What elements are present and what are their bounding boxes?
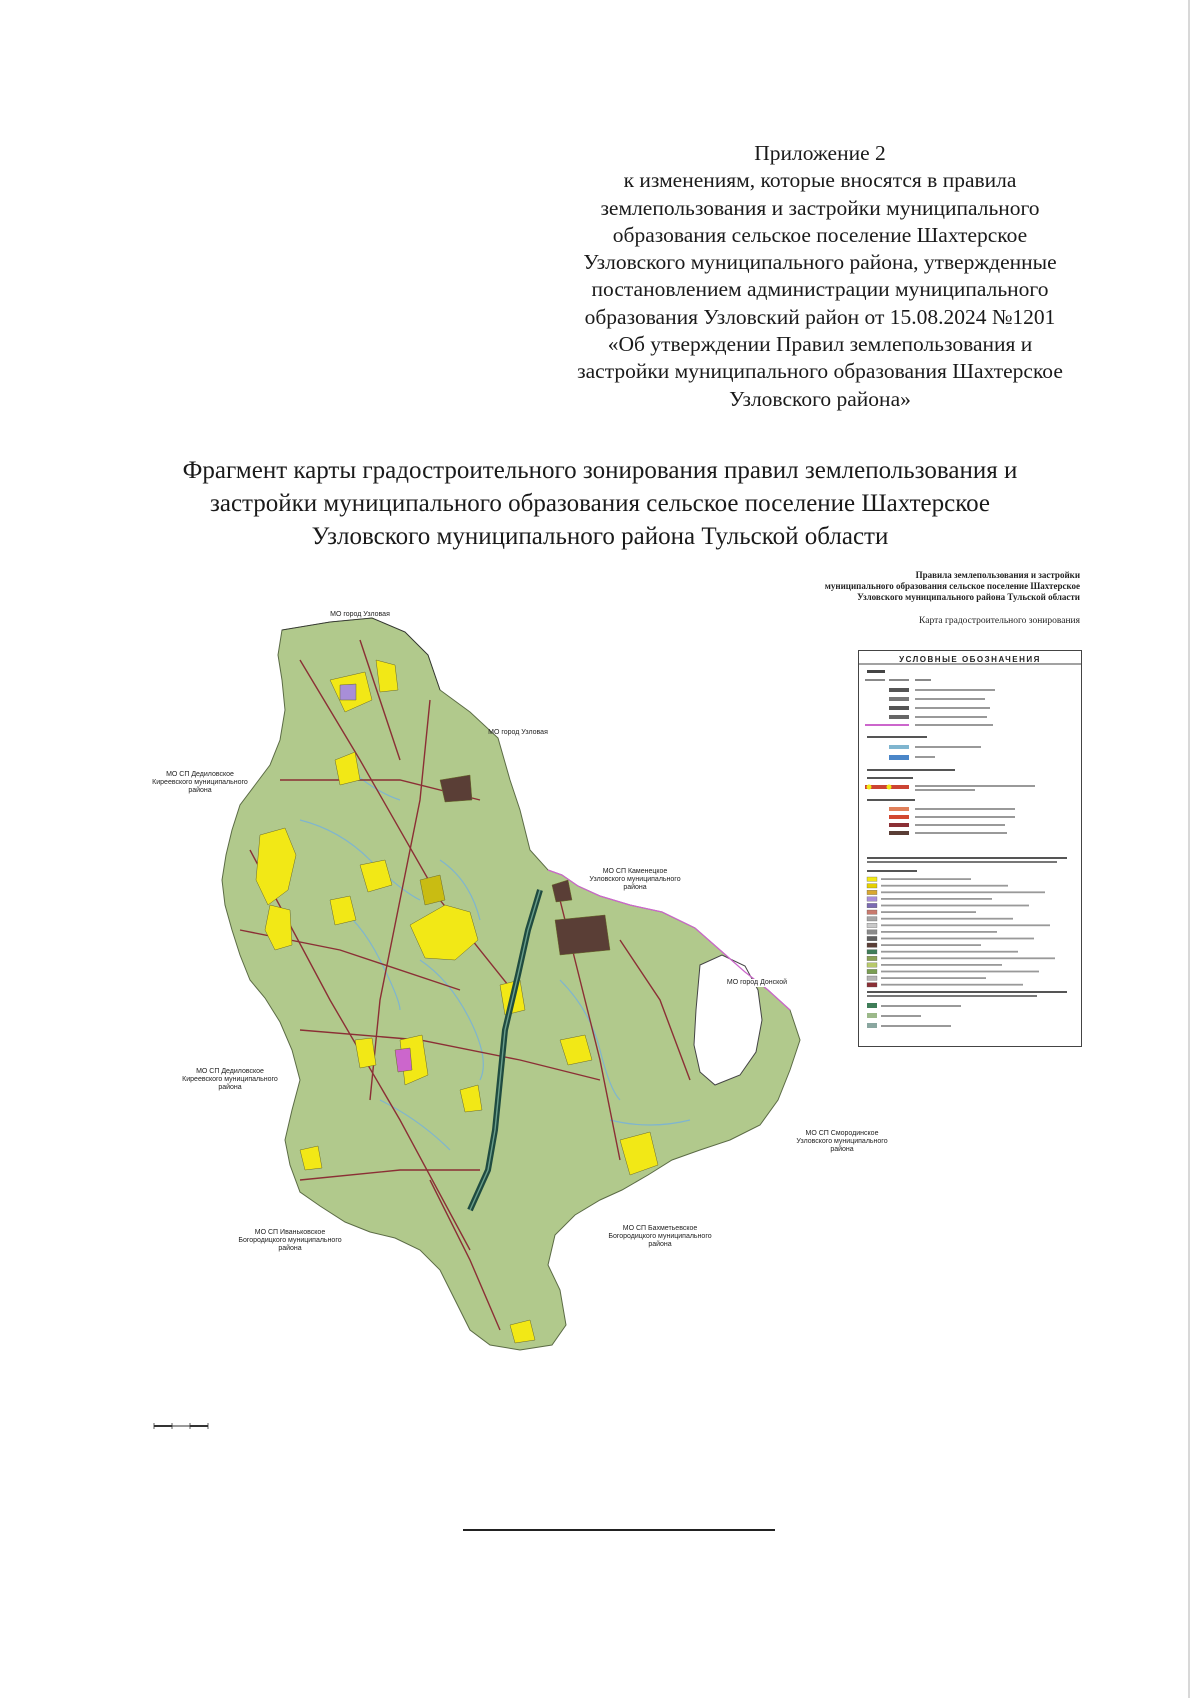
legend-special-block (867, 991, 1067, 1028)
legend-zone-text (881, 931, 997, 933)
legend-heading (867, 861, 1057, 863)
title-line: застройки муниципального образования сельское поселение Шахтерское (209, 490, 990, 517)
annex-line: землепользования и застройки муниципального (600, 195, 1040, 220)
zone-patch (395, 1048, 412, 1072)
label-donskoy: МО город Донской (722, 979, 792, 987)
legend-zone-swatch (867, 930, 877, 934)
legend-zone-text (881, 957, 1055, 959)
legend-heading (867, 736, 927, 738)
legend-text (915, 789, 975, 791)
label-smorodinskoe: МО СП Смородинское Узловского муниципального района (796, 1130, 888, 1153)
label-dedilovskoe-south: МО СП Дедиловское Киреевского муниципального района (182, 1068, 278, 1091)
legend-text (915, 808, 1015, 810)
signature-divider-line (463, 1529, 775, 1531)
legend-zone-swatch (867, 963, 877, 967)
legend-text (881, 1015, 921, 1017)
legend-zone-text (881, 918, 1013, 920)
legend-zone-rows (867, 877, 1055, 987)
legend-zone-swatch (867, 943, 877, 947)
map-header-line: Узловского муниципального района Тульской области (857, 592, 1080, 602)
zone-patch (555, 915, 610, 955)
legend-zone-text (881, 885, 1008, 887)
legend-text (915, 756, 935, 758)
legend-text (915, 679, 931, 681)
legend-zone-text (881, 971, 1039, 973)
legend-zone-text (881, 891, 1045, 893)
title-line: Фрагмент карты градостроительного зонирования правил землепользования и (182, 457, 1018, 484)
legend-text (889, 679, 909, 681)
scale-segment (154, 1425, 172, 1427)
legend-zone-swatch (867, 917, 877, 921)
legend-zone-swatch (867, 936, 877, 940)
legend-text (881, 1025, 951, 1027)
legend-zones-block (867, 857, 1067, 872)
legend-marker (867, 785, 872, 790)
legend-swatch (889, 755, 909, 760)
legend-zone-text (881, 951, 1018, 953)
legend-heading (867, 995, 1037, 997)
legend-text (915, 698, 985, 700)
legend-swatch (889, 807, 909, 811)
legend-title: УСЛОВНЫЕ ОБОЗНАЧЕНИЯ (899, 655, 1041, 664)
zone-patch (340, 684, 356, 700)
legend-swatch (865, 724, 909, 726)
label-uzlovaya-top: МО город Узловая (330, 611, 390, 618)
legend-zone-text (881, 911, 976, 913)
zone-patch (376, 660, 398, 692)
scale-bar (152, 1418, 212, 1448)
legend-zone-text (881, 984, 1023, 986)
legend-heading (867, 769, 955, 771)
legend-graphics (859, 651, 1081, 1046)
label-kamenetskoe: МО СП Каменецкое Узловского муниципального района (589, 868, 681, 891)
annex-line: «Об утверждении Правил землепользования и (607, 332, 1033, 357)
legend-zone-swatch (867, 956, 877, 960)
legend-swatch (889, 831, 909, 835)
legend-zone-swatch (867, 983, 877, 987)
legend-zone-text (881, 898, 992, 900)
legend-heading (867, 857, 1067, 859)
legend-zone-text (881, 938, 1034, 940)
legend-text (915, 824, 1005, 826)
zone-patch (440, 775, 472, 802)
annex-line: образования Узловский район от 15.08.2024 №1201 (584, 304, 1056, 329)
legend-swatch (889, 688, 909, 692)
annex-line: Узловского муниципального района, утвержденные (583, 250, 1057, 275)
legend-zone-text (881, 905, 1029, 907)
map-header (690, 570, 1080, 603)
annex-line: постановлением администрации муниципального (591, 277, 1049, 302)
legend-zone-text (881, 878, 971, 880)
legend-heading (867, 799, 915, 801)
legend-text (915, 689, 995, 691)
annex-line: застройки муниципального образования Шахтерское (577, 359, 1063, 384)
legend-swatch (867, 1023, 877, 1028)
legend-swatch (889, 697, 909, 701)
legend-marker (887, 785, 892, 790)
legend-zone-swatch (867, 890, 877, 894)
legend-text (915, 816, 1015, 818)
legend-heading (867, 777, 913, 779)
legend-zone-swatch (867, 903, 877, 907)
legend-zone-swatch (867, 923, 877, 927)
map-header-line: Правила землепользования и застройки (915, 570, 1080, 580)
annex-line: образования сельское поселение Шахтерское (612, 222, 1028, 247)
label-bahmetevskoe: МО СП Бахметьевское Богородицкого муниципального района (608, 1225, 712, 1248)
legend-swatch (867, 1013, 877, 1018)
label-dedilovskoe-north: МО СП Дедиловское Киреевского муниципального района (152, 771, 248, 794)
legend-text (915, 746, 981, 748)
legend-zone-swatch (867, 950, 877, 954)
legend-zone-swatch (867, 976, 877, 980)
map-header-line: муниципального образования сельское поселение Шахтерское (824, 581, 1080, 591)
annex-line: Узловского района» (729, 386, 911, 411)
legend-text (915, 716, 987, 718)
legend-water-block (867, 736, 981, 760)
legend-swatch (889, 715, 909, 719)
map-subtitle: Карта градостроительного зонирования (919, 616, 1080, 626)
legend-transport-block (865, 769, 1035, 835)
legend-text (915, 832, 1007, 834)
legend-zone-swatch (867, 897, 877, 901)
legend-swatch (867, 1003, 877, 1008)
legend-heading (867, 870, 917, 872)
legend-zone-swatch (867, 969, 877, 973)
legend-text (915, 724, 993, 726)
legend-zone-text (881, 977, 986, 979)
annex-line: к изменениям, которые вносятся в правила (623, 168, 1017, 193)
legend-zone-text (881, 944, 981, 946)
label-ivankovskoe: МО СП Иваньковское Богородицкого муниципального района (238, 1229, 342, 1252)
scale-segment (190, 1425, 208, 1427)
legend-zone-text (881, 964, 1002, 966)
map-legend (858, 650, 1082, 1047)
legend-zone-text (881, 924, 1050, 926)
legend-swatch (889, 706, 909, 710)
legend-zone-swatch (867, 910, 877, 914)
legend-heading (867, 991, 1067, 993)
legend-text (915, 785, 1035, 787)
label-uzlovaya-mid: МО город Узловая (488, 729, 548, 736)
legend-text (915, 707, 990, 709)
legend-swatch (889, 823, 909, 827)
legend-text (881, 1005, 961, 1007)
legend-zone-swatch (867, 884, 877, 888)
title-line: Узловского муниципального района Тульской области (311, 523, 889, 550)
legend-heading (867, 670, 885, 673)
legend-zone-swatch (867, 877, 877, 881)
legend-swatch (889, 745, 909, 749)
annex-line: Приложение 2 (754, 141, 886, 165)
legend-text (865, 679, 885, 681)
legend-swatch (889, 815, 909, 819)
legend-roads-block (865, 670, 995, 726)
